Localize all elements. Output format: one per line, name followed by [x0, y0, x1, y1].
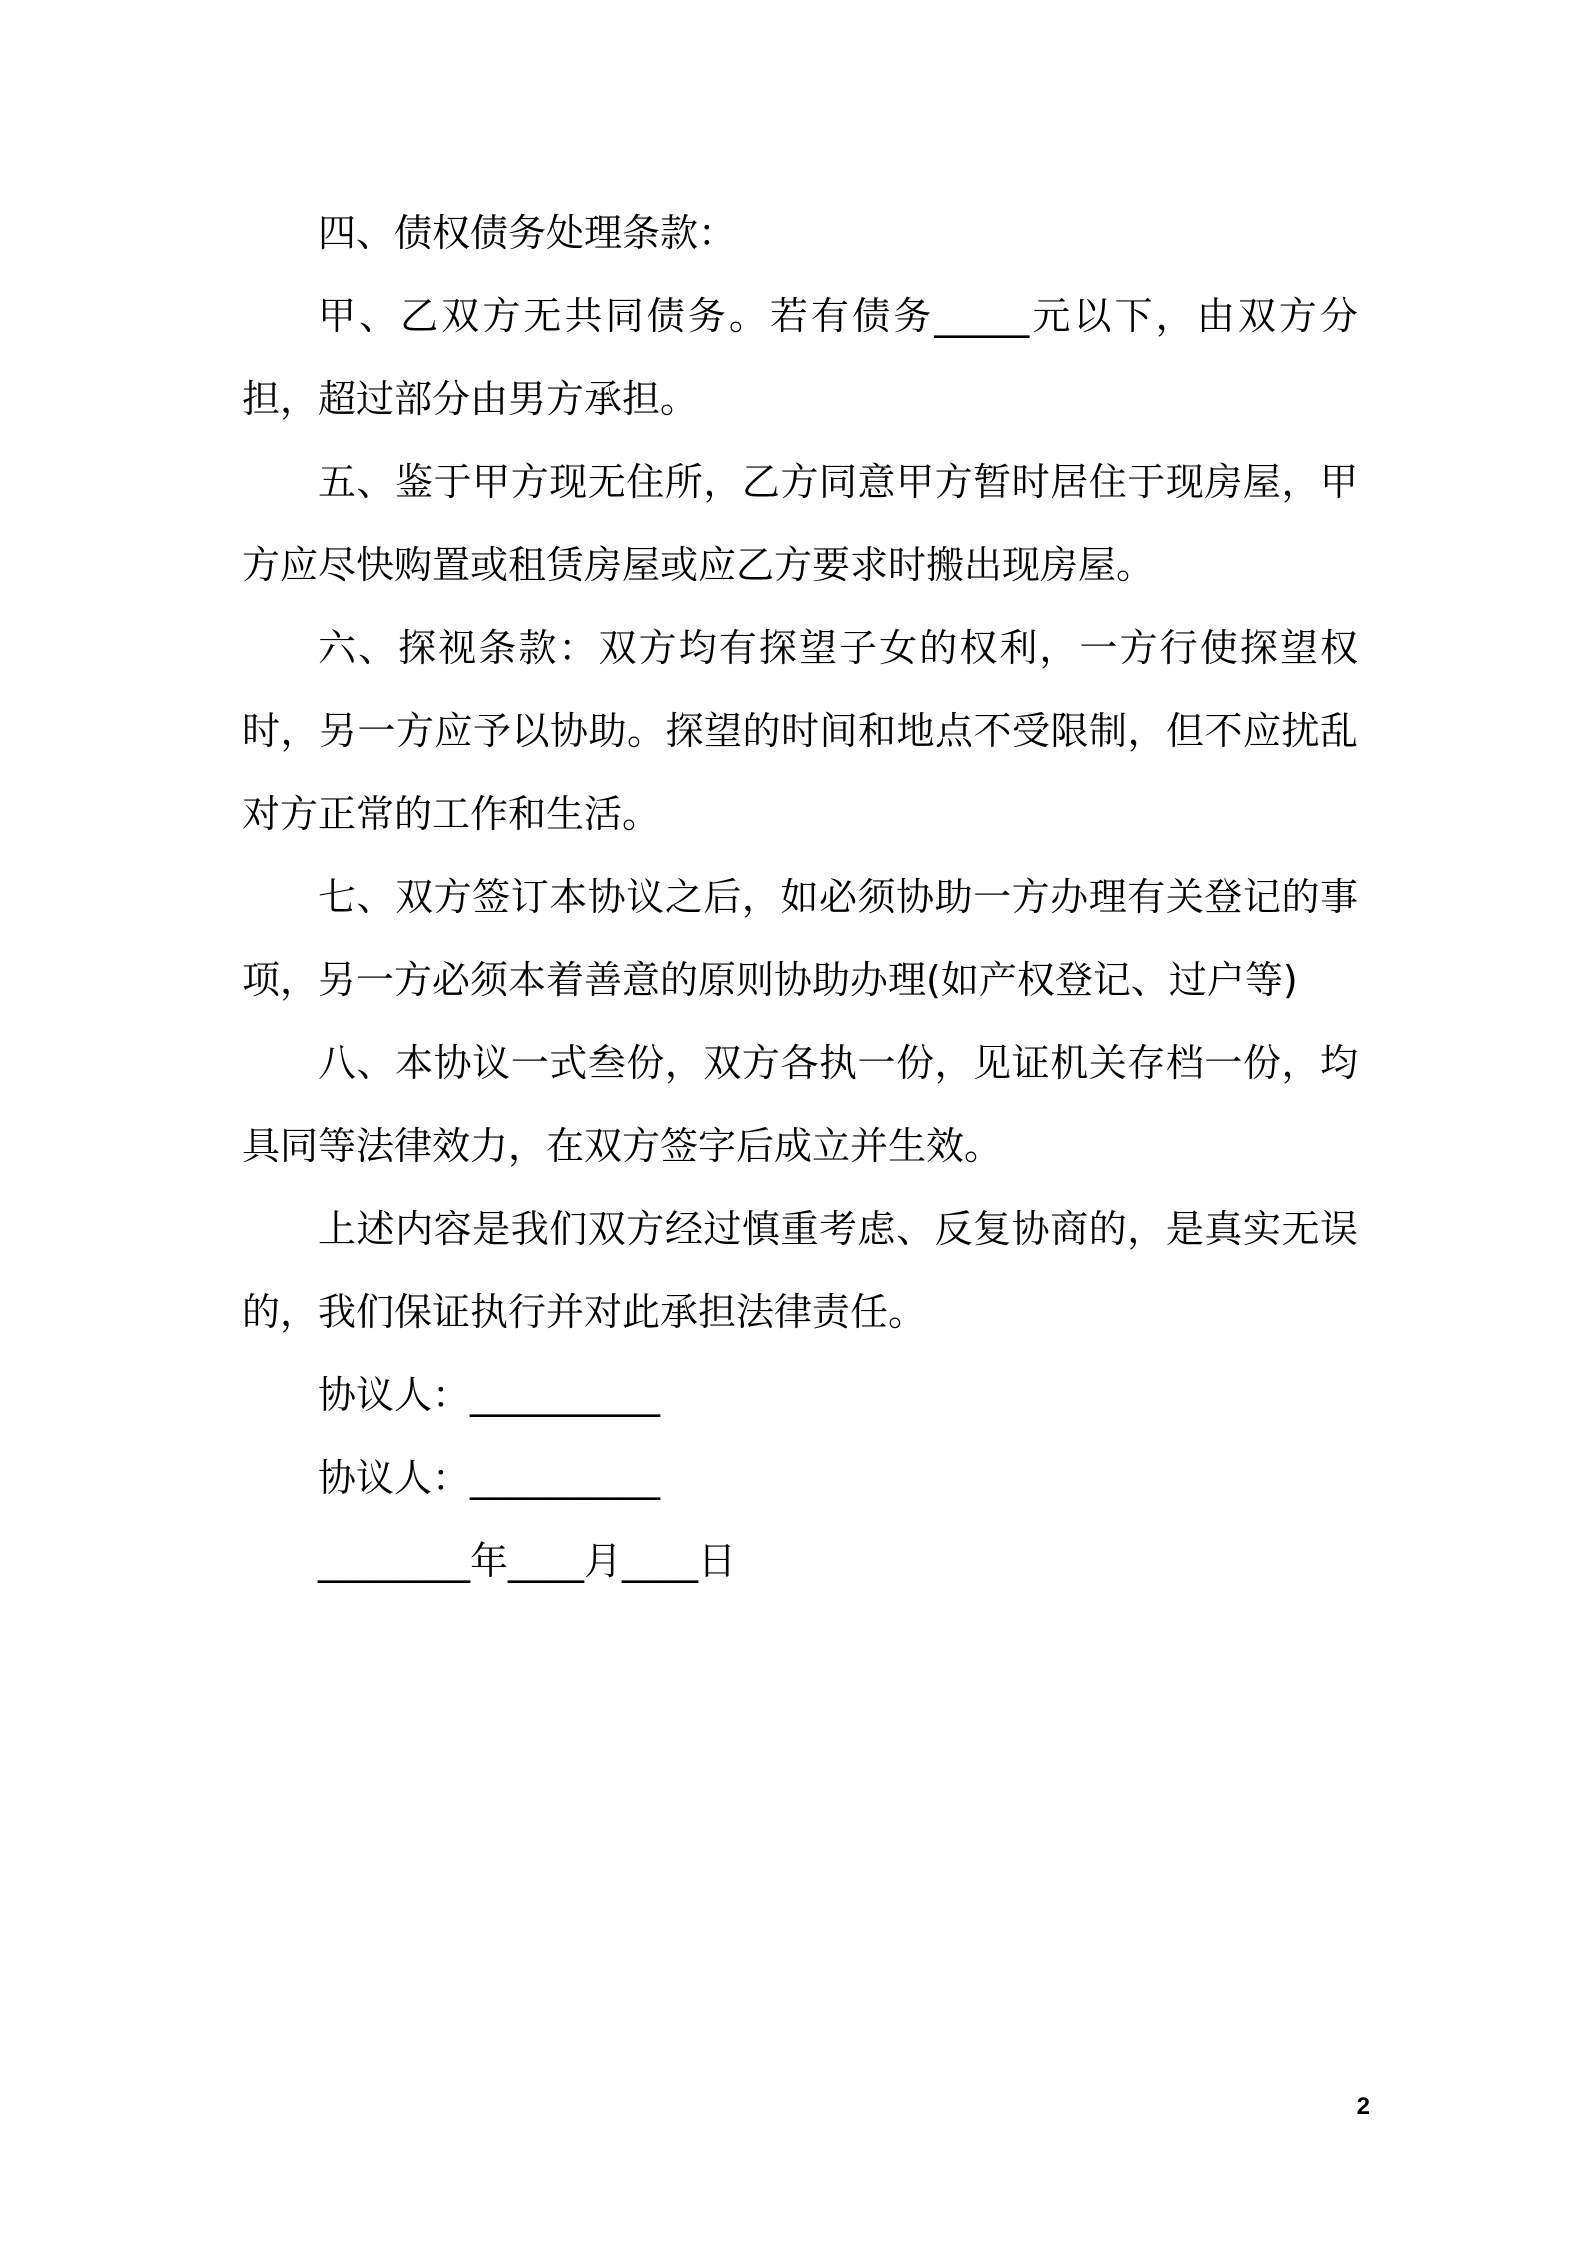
- clause-five-housing: 五、鉴于甲方现无住所，乙方同意甲方暂时居住于现房屋，甲方应尽快购置或租赁房屋或应乙方要求时搬出现房屋。: [242, 460, 1358, 587]
- clause-seven-registration: 七、双方签订本协议之后，如必须协助一方办理有关登记的事项，另一方必须本着善意的原则协助办理(如产权登记、过户等): [242, 875, 1358, 1002]
- signature-line-second: 协议人：__________: [318, 1456, 661, 1500]
- date-line: ________年____月____日: [318, 1539, 737, 1583]
- clause-debt-text: 甲、乙双方无共同债务。若有债务_____元以下，由双方分担，超过部分由男方承担。: [242, 294, 1358, 421]
- document-body: [242, 192, 1358, 1603]
- signature-line-first: 协议人：__________: [318, 1373, 661, 1417]
- clause-four-heading: 四、债权债务处理条款：: [318, 211, 737, 255]
- page-number: 2: [1356, 2093, 1370, 2120]
- clause-six-visitation: 六、探视条款：双方均有探望子女的权利，一方行使探望权时，另一方应予以协助。探望的时间和地点不受限制，但不应扰乱对方正常的工作和生活。: [242, 626, 1358, 836]
- declaration-paragraph: 上述内容是我们双方经过慎重考虑、反复协商的，是真实无误的，我们保证执行并对此承担法律责任。: [242, 1207, 1358, 1334]
- clause-eight-copies: 八、本协议一式叁份，双方各执一份，见证机关存档一份，均具同等法律效力，在双方签字后成立并生效。: [242, 1041, 1358, 1168]
